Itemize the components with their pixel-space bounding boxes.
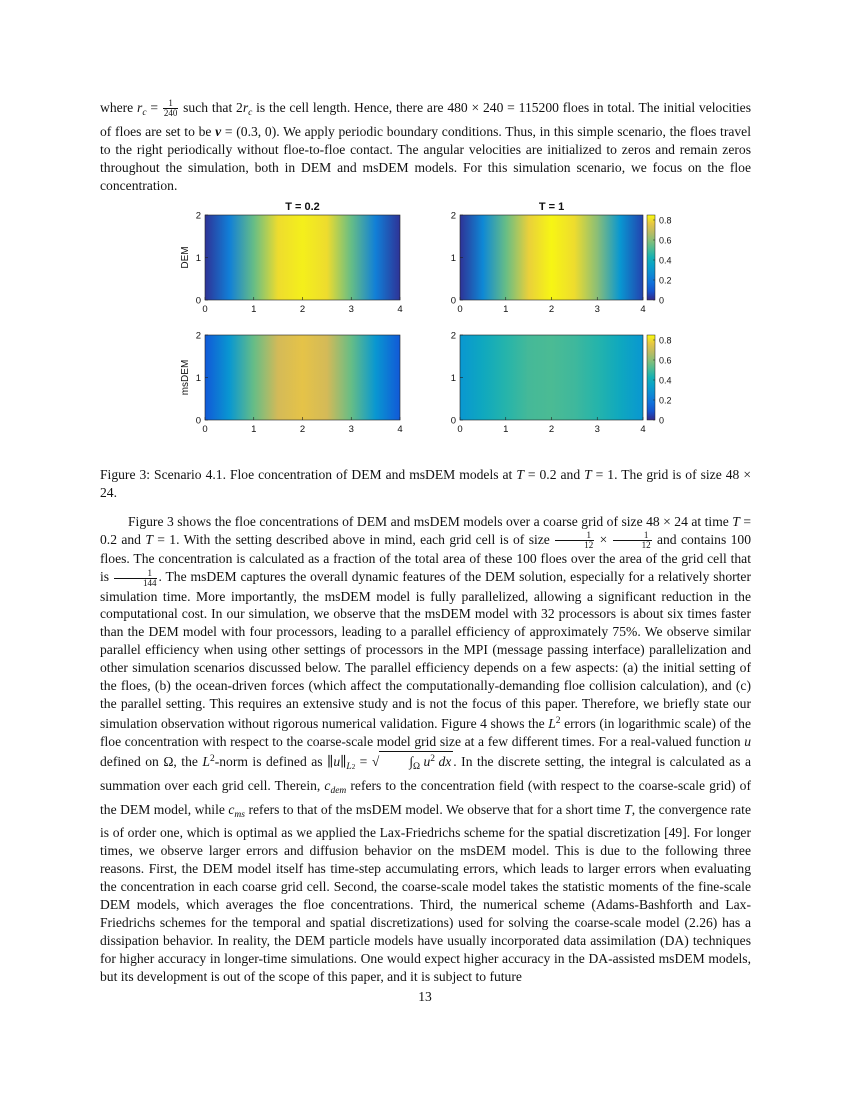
heatmap-panel-4 bbox=[460, 335, 643, 420]
y-tick-label: 1 bbox=[450, 373, 456, 384]
colorbar-tick-label: 0.4 bbox=[659, 255, 672, 266]
x-tick-label: 2 bbox=[299, 424, 306, 435]
x-tick-label: 1 bbox=[251, 424, 257, 435]
fraction: $\frac{1}{240}$ bbox=[163, 98, 178, 119]
x-tick-label: 3 bbox=[594, 424, 600, 435]
intro-paragraph: where $r_c$ = $\frac{1}{240}$ such that $2r_c$ is the cell length. Hence, there are 480 × 240 = 115200 floes in total. The initial velocities of floes are set to be v = (0.3, 0). We apply periodic boundary conditions. Thus, in this simple scenario, the floes travel to the right periodically without floe-to-floe contact. The angular velocities are initialized to zeros and remain zeros throughout the simulation, both in DEM and msDEM models. For this simulation scenario, we focus on the floe concentration. bbox=[100, 98, 752, 193]
figure-caption: Figure 3: Scenario 4.1. Floe concentration of DEM and msDEM models at T = 0.2 and T = 1. The grid is of size 48 × 24. bbox=[100, 467, 751, 500]
heatmap-panel-3 bbox=[205, 335, 400, 420]
colorbar-tick-label: 0 bbox=[659, 295, 665, 306]
colorbar-tick-label: 0.8 bbox=[659, 335, 672, 346]
x-tick-label: 4 bbox=[640, 424, 646, 435]
panel-title: T = 0.2 bbox=[285, 201, 320, 213]
x-tick-label: 2 bbox=[299, 304, 306, 315]
square-root: $\int_\Omega$ $u^2$ dx bbox=[379, 751, 453, 774]
x-tick-label: 1 bbox=[503, 304, 509, 315]
y-tick-label: 2 bbox=[195, 210, 201, 222]
x-tick-label: 3 bbox=[348, 424, 354, 435]
x-tick-label: 4 bbox=[397, 424, 403, 435]
y-tick-label: 0 bbox=[195, 295, 201, 307]
page-number: 13 bbox=[418, 989, 432, 1004]
x-tick-label: 4 bbox=[640, 304, 646, 315]
x-tick-label: 0 bbox=[202, 304, 208, 315]
colorbar-tick-label: 0.6 bbox=[659, 355, 672, 366]
y-tick-label: 1 bbox=[195, 373, 201, 384]
x-tick-label: 2 bbox=[548, 424, 555, 435]
heatmap-panel-2 bbox=[460, 215, 643, 300]
fraction: $\frac{1}{144}$ bbox=[114, 569, 158, 588]
x-tick-label: 3 bbox=[348, 304, 354, 315]
colorbar bbox=[647, 215, 655, 300]
y-tick-label: 0 bbox=[450, 415, 456, 427]
x-tick-label: 0 bbox=[457, 424, 463, 435]
y-tick-label: 2 bbox=[450, 330, 456, 342]
row-label: msDEM bbox=[180, 359, 191, 396]
heatmap-panel-1 bbox=[205, 215, 400, 300]
figure-3 bbox=[0, 195, 850, 450]
colorbar-tick-label: 0.2 bbox=[659, 275, 672, 286]
y-tick-label: 0 bbox=[450, 295, 456, 307]
y-tick-label: 0 bbox=[195, 415, 201, 427]
x-tick-label: 0 bbox=[202, 424, 208, 435]
x-tick-label: 0 bbox=[457, 304, 463, 315]
x-tick-label: 1 bbox=[503, 424, 509, 435]
x-tick-label: 2 bbox=[548, 304, 555, 315]
colorbar-tick-label: 0.8 bbox=[659, 215, 672, 226]
y-tick-label: 1 bbox=[450, 253, 456, 264]
fraction: $\frac{1}{12}$ bbox=[613, 531, 652, 550]
x-tick-label: 4 bbox=[397, 304, 403, 315]
y-tick-label: 1 bbox=[195, 253, 201, 264]
fraction: $\frac{1}{12}$ bbox=[555, 531, 594, 550]
colorbar-tick-label: 0 bbox=[659, 415, 665, 426]
colorbar-tick-label: 0.4 bbox=[659, 375, 672, 386]
row-label: DEM bbox=[180, 246, 191, 269]
main-paragraph: Figure 3 shows the floe concentrations of DEM and msDEM models over a coarse grid of size 48 × 24 at time T = 0.2 and T = 1. With the setting described above in mind, each grid cell is of size $\frac{1}{12}$ × $\frac{1}{12}$ and contains 100 floes. The concentration is calculated as a fraction of the total area of these 100 floes over the area of the grid cell that is $\frac{1}{144}$ . The msDEM captures the overall dynamic features of the DEM solution, especially for a relatively shorter simulation time. More importantly, the msDEM model is fully parallelized, allowing a significant reduction in the computational cost. In our simulation, we observe that the msDEM model with 32 processors is about six times faster than the DEM model with four processors, leading to a parallel efficiency of approximately 75%. We observe similar parallel efficiency when using other settings of processors in the MPI (message passing interface) parallelization and other simulation scenarios discussed below. The parallel efficiency depends on a few aspects: (a) the initial setting of the floes, (b) the ocean-driven forces (which affect the computationally-demanding floe collision calculation), and (c) the parallel setting. This requires an extensive study and is not the focus of this paper. Therefore, we briefly state our simulation observation without rigorous numerical validation. Figure 4 shows the $L^2$ errors (in logarithmic scale) of the floe concentration with respect to the coarse-scale model grid size at a few different times. For a real-valued function u defined on Ω, the $L^2$-norm is defined as $\parallel u\parallel_{L2}$ = √ $\int_\Omega$ $u^2$ dx . In the discrete setting, the integral is calculated as a summation over each grid cell. Therein, $c_{dem}$ refers to the concentration field (with respect to the coarse-scale grid) of the DEM model, while $c_{ms}$ refers to that of the msDEM model. We observe that for a short time T, the convergence rate is of order one, which is optimal as we applied the Lax-Friedrichs scheme for the spatial discretization [49]. For longer times, we observe larger errors and diffusion behavior on the msDEM model. This is due to the following three reasons. First, the DEM model itself has time-step accumulating errors, which leads to larger errors when evaluating the concentration in each coarse grid cell. Second, the coarse-scale model takes the statistic moments of the fine-scale DEM models, which averages the floe concentrations. Third, the numerical scheme (Adams-Bashforth and Lax-Friedrichs schemes for the temporal and spatial discretizations) used for solving the coarse-scale model (2.26) has a dissipation behavior. In reality, the DEM particle models have usually incorporated data assimilation (DA) techniques for higher accuracy in longer-time simulations. One would expect higher accuracy in the DA-assisted msDEM models, but its development is out of the scope of this paper, and it is subject to future bbox=[100, 514, 752, 984]
y-tick-label: 2 bbox=[195, 330, 201, 342]
colorbar bbox=[647, 335, 655, 420]
colorbar-tick-label: 0.2 bbox=[659, 395, 672, 406]
colorbar-tick-label: 0.6 bbox=[659, 235, 672, 246]
panel-title: T = 1 bbox=[538, 201, 565, 213]
x-tick-label: 3 bbox=[594, 304, 600, 315]
x-tick-label: 1 bbox=[251, 304, 257, 315]
y-tick-label: 2 bbox=[450, 210, 456, 222]
